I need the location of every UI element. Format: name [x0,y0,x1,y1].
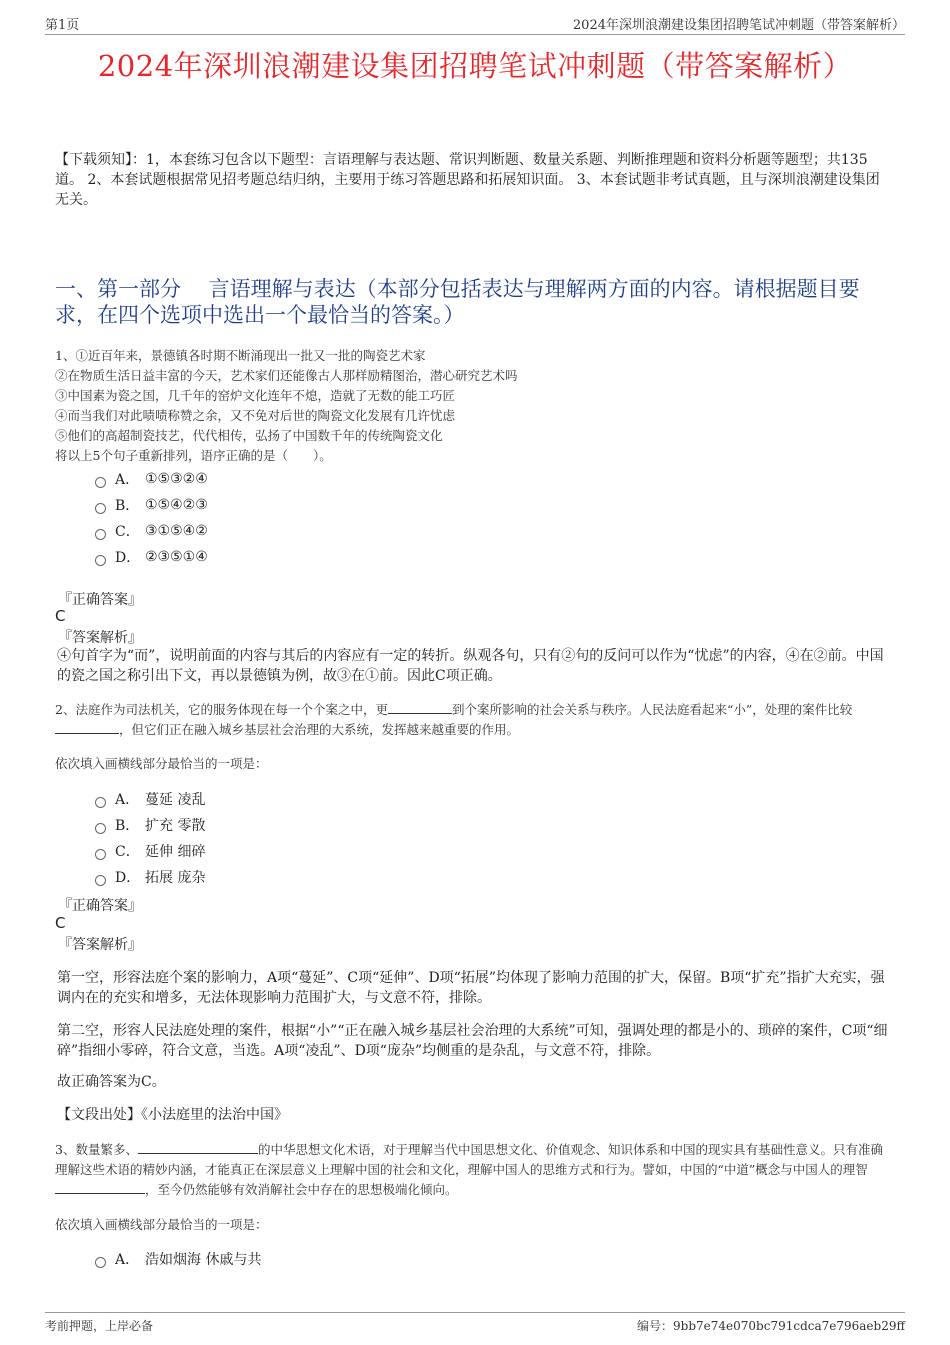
radio-icon[interactable] [95,797,106,808]
fill-blank [55,721,119,734]
question-1-line: 1、①近百年来，景德镇各时期不断涌现出一批又一批的陶瓷艺术家 [55,348,426,363]
option-c[interactable]: C． ③①⑤④② [95,518,208,544]
option-b[interactable]: B． 扩充 零散 [95,812,205,838]
section-heading: 一、第一部分 言语理解与表达（本部分包括表达与理解两方面的内容。请根据题目要求，在四个选项中选出一个最恰当的答案。） [55,277,860,327]
header-divider [45,34,905,35]
analysis-paragraph: 第二空，形容人民法庭处理的案件，根据“小”“正在融入城乡基层社会治理的大系统”可知，强调处理的都是小的、琐碎的案件，C项“细碎”指细小零碎，符合文意，当选。A项“凌乱”、D项“庞杂”均侧重的是杂乱，与文意不符，排除。 [57,1023,888,1059]
question-3-options [95,1246,261,1272]
question-3: 3、数量繁多、 的中华思想文化术语，对于理解当代中国思想文化、价值观念、知识体系和中国的现实具有基础性意义。只有准确理解这些术语的精妙内涵，才能真正在深层意义上理解中国的社会和文化，理解中国人的思维方式和行为。譬如，中国的“中道”概念与中国人的理智，至今仍然能够有效消解社会中存在的思想极端化倾向。 [55,1142,883,1197]
option-a[interactable]: A． 蔓延 凌乱 [95,786,205,812]
radio-icon[interactable] [95,555,106,566]
radio-icon[interactable] [95,875,106,886]
footer-divider [45,1312,905,1313]
option-b[interactable]: B． ①⑤④②③ [95,492,208,518]
analysis-text: ④句首字为“而”，说明前面的内容与其后的内容应有一定的转折。纵观各句，只有②句的反问可以作为“忧虑”的内容，④在②前。中国的瓷之国之称引出下文，再以景德镇为例，故③在①前。因此C项正确。 [57,648,884,684]
question-1-line: ④而当我们对此啧啧称赞之余，又不免对后世的陶瓷文化发展有几许忧虑 [55,408,456,423]
fill-blank [388,701,452,714]
analysis-label: 『答案解析』 [58,937,142,953]
option-a[interactable]: A． 浩如烟海 休戚与共 [95,1246,261,1272]
question-1-options [95,466,208,570]
analysis-paragraph: 第一空，形容法庭个案的影响力，A项“蔓延”、C项“延伸”、D项“拓展”均体现了影响力范围的扩大，保留。B项“扩充”指扩大充实，强调内在的充实和增多，无法体现影响力范围扩大，与文意不符，排除。 [57,970,885,1006]
running-header-title: 2024年深圳浪潮建设集团招聘笔试冲刺题（带答案解析） [572,18,905,33]
question-1-line: 将以上5个句子重新排列，语序正确的是（ ）。 [55,448,332,463]
answer-value: C [55,607,66,625]
answer-label: 『正确答案』 [58,898,142,914]
document-title: 2024年深圳浪潮建设集团招聘笔试冲刺题（带答案解析） [97,49,853,83]
radio-icon[interactable] [95,503,106,514]
question-2-options [95,786,205,890]
question-1-line: ⑤他们的高超制瓷技艺，代代相传，弘扬了中国数千年的传统陶瓷文化 [55,428,443,443]
question-3-prompt: 依次填入画横线部分最恰当的一项是： [55,1217,268,1232]
question-2: 2、法庭作为司法机关，它的服务体现在每一个个案之中，更 到个案所影响的社会关系与秩序。人民法庭看起来“小”，处理的案件比较，但它们正在融入城乡基层社会治理的大系统，发挥越来越重要的作用。 [55,702,853,737]
option-c[interactable]: C． 延伸 细碎 [95,838,205,864]
footer-slogan: 考前押题，上岸必备 [45,1319,154,1333]
fill-blank [138,1141,258,1154]
download-notice: 【下载须知】：1，本套练习包含以下题型：言语理解与表达题、常识判断题、数量关系题、判断推理题和资料分析题等题型；共135道。 2、本套试题根据常见招考题总结归纳，主要用于练习答题思路和拓展知识面。 3、本套试题非考试真题，且与深圳浪潮建设集团无关。 [55,152,880,208]
radio-icon[interactable] [95,1257,106,1268]
analysis-conclusion: 故正确答案为C。 [57,1074,166,1090]
answer-label: 『正确答案』 [58,592,142,608]
fill-blank [55,1181,145,1194]
radio-icon[interactable] [95,477,106,488]
radio-icon[interactable] [95,529,106,540]
option-d[interactable]: D． ②③⑤①④ [95,544,208,570]
analysis-label: 『答案解析』 [58,630,142,646]
answer-value: C [55,914,66,932]
question-2-prompt: 依次填入画横线部分最恰当的一项是： [55,756,268,771]
source-citation: 【文段出处】《小法庭里的法治中国》 [57,1107,288,1123]
question-1 [55,346,890,466]
radio-icon[interactable] [95,849,106,860]
radio-icon[interactable] [95,823,106,834]
footer-doc-id: 编号：9bb7e74e070bc791cdca7e796aeb29ff [637,1319,905,1333]
option-a[interactable]: A． ①⑤③②④ [95,466,208,492]
option-d[interactable]: D． 拓展 庞杂 [95,864,205,890]
question-1-line: ②在物质生活日益丰富的今天，艺术家们还能像古人那样励精图治，潜心研究艺术吗 [55,368,518,383]
question-1-line: ③中国素为瓷之国，几千年的窑炉文化连年不熄，造就了无数的能工巧匠 [55,388,456,403]
page-number: 第1页 [45,18,80,33]
